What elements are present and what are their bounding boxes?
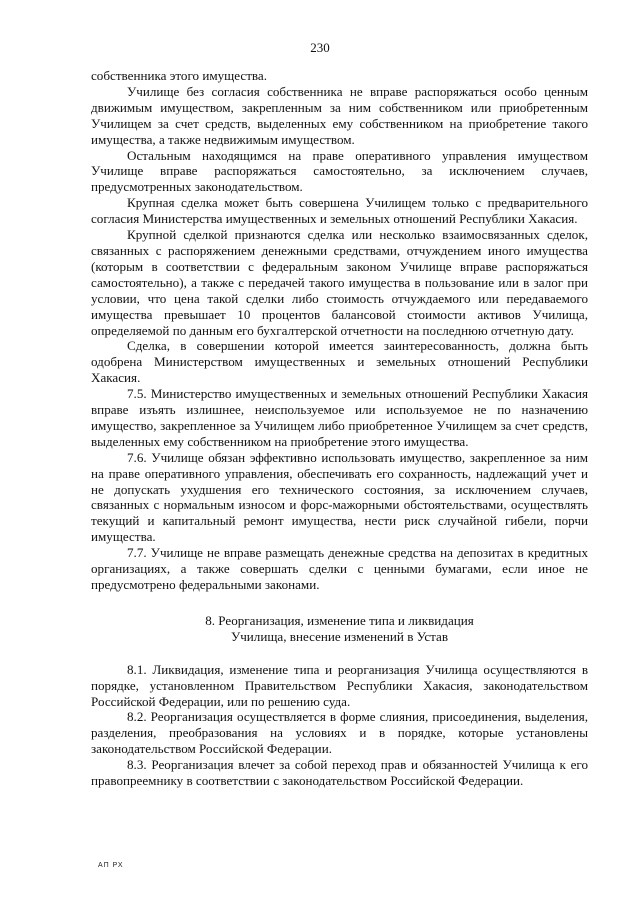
section-heading-line-2: Училища, внесение изменений в Устав (230, 628, 449, 644)
paragraph-8-2: 8.2. Реорганизация осуществляется в форме слияния, присоединения, выделения, разделения, преобразования на условиях и в порядке, которые установлены законодательством Российской Федерации. (91, 709, 588, 757)
paragraph: Остальным находящимся на праве оперативного управления имуществом Училище вправе распоряжаться самостоятельно, за исключением случаев, предусмотренных законодательством. (91, 147, 588, 195)
paragraph-8-1: 8.1. Ликвидация, изменение типа и реорганизация Училища осуществляются в порядке, установленном Правительством Республики Хакасия, законодательством Российской Федерации, или по решению суда. (91, 661, 588, 709)
paragraph-continuation: собственника этого имущества. (91, 68, 268, 83)
paragraph-7-5: 7.5. Министерство имущественных и земельных отношений Республики Хакасия вправе изъять излишнее, неиспользуемое или используемое не по назначению имущество, закрепленное за Училищем либо приобретенное Училищем за счет средств, выделенных ему собственником на приобретение этого имущества. (91, 386, 588, 449)
page-number: 230 (310, 40, 330, 55)
paragraph: Сделка, в совершении которой имеется заинтересованность, должна быть одобрена Министерством имущественных и земельных отношений Республики Хакасия. (91, 338, 588, 386)
paragraph: Крупной сделкой признаются сделка или несколько взаимосвязанных сделок, связанных с распоряжением денежными средствами, отчуждением иного имущества (которым в соответствии с федеральным законом Училище вправе распоряжаться самостоятельно), а также с передачей такого имущества в пользование или в залог при условии, что цена такой сделки либо стоимость отчуждаемого или передаваемого имущества превышает 10 процентов балансовой стоимости активов Училища, определяемой по данным его бухгалтерской отчетности на последнюю отчетную дату. (91, 227, 588, 338)
section-heading (91, 613, 588, 645)
paragraph: Училище без согласия собственника не вправе распоряжаться особо ценным движимым имуществом, закрепленным за ним собственником или приобретенным Училищем за счет средств, выделенных ему собственником на приобретение такого имущества, а также недвижимым имуществом. (91, 83, 588, 147)
paragraph: Крупная сделка может быть совершена Училищем только с предварительного согласия Министерства имущественных и земельных отношений Республики Хакасия. (91, 195, 588, 227)
document-body (91, 68, 588, 789)
paragraph-8-3: 8.3. Реорганизация влечет за собой переход прав и обязанностей Училища к его правопреемнику в соответствии с законодательством Российской Федерации. (91, 757, 588, 789)
paragraph-7-7: 7.7. Училище не вправе размещать денежные средства на депозитах в кредитных организациях, а также совершать сделки с ценными бумагами, если иное не предусмотрено федеральными законами. (91, 545, 588, 592)
footer-archive-code: АП РХ (98, 862, 124, 869)
paragraph-7-6: 7.6. Училище обязан эффективно использовать имущество, закрепленное за ним на праве оперативного управления, обеспечивать его сохранность, надлежащий учет и не допускать ухудшения его технического состояния, за исключением случаев, связанных с нормальным износом и форс-мажорными обстоятельствами, осуществлять текущий и капитальный ремонт имущества, нести риск случайной гибели, порчи имущества. (91, 449, 588, 545)
section-heading-line-1: 8. Реорганизация, изменение типа и ликвидация (205, 612, 474, 628)
